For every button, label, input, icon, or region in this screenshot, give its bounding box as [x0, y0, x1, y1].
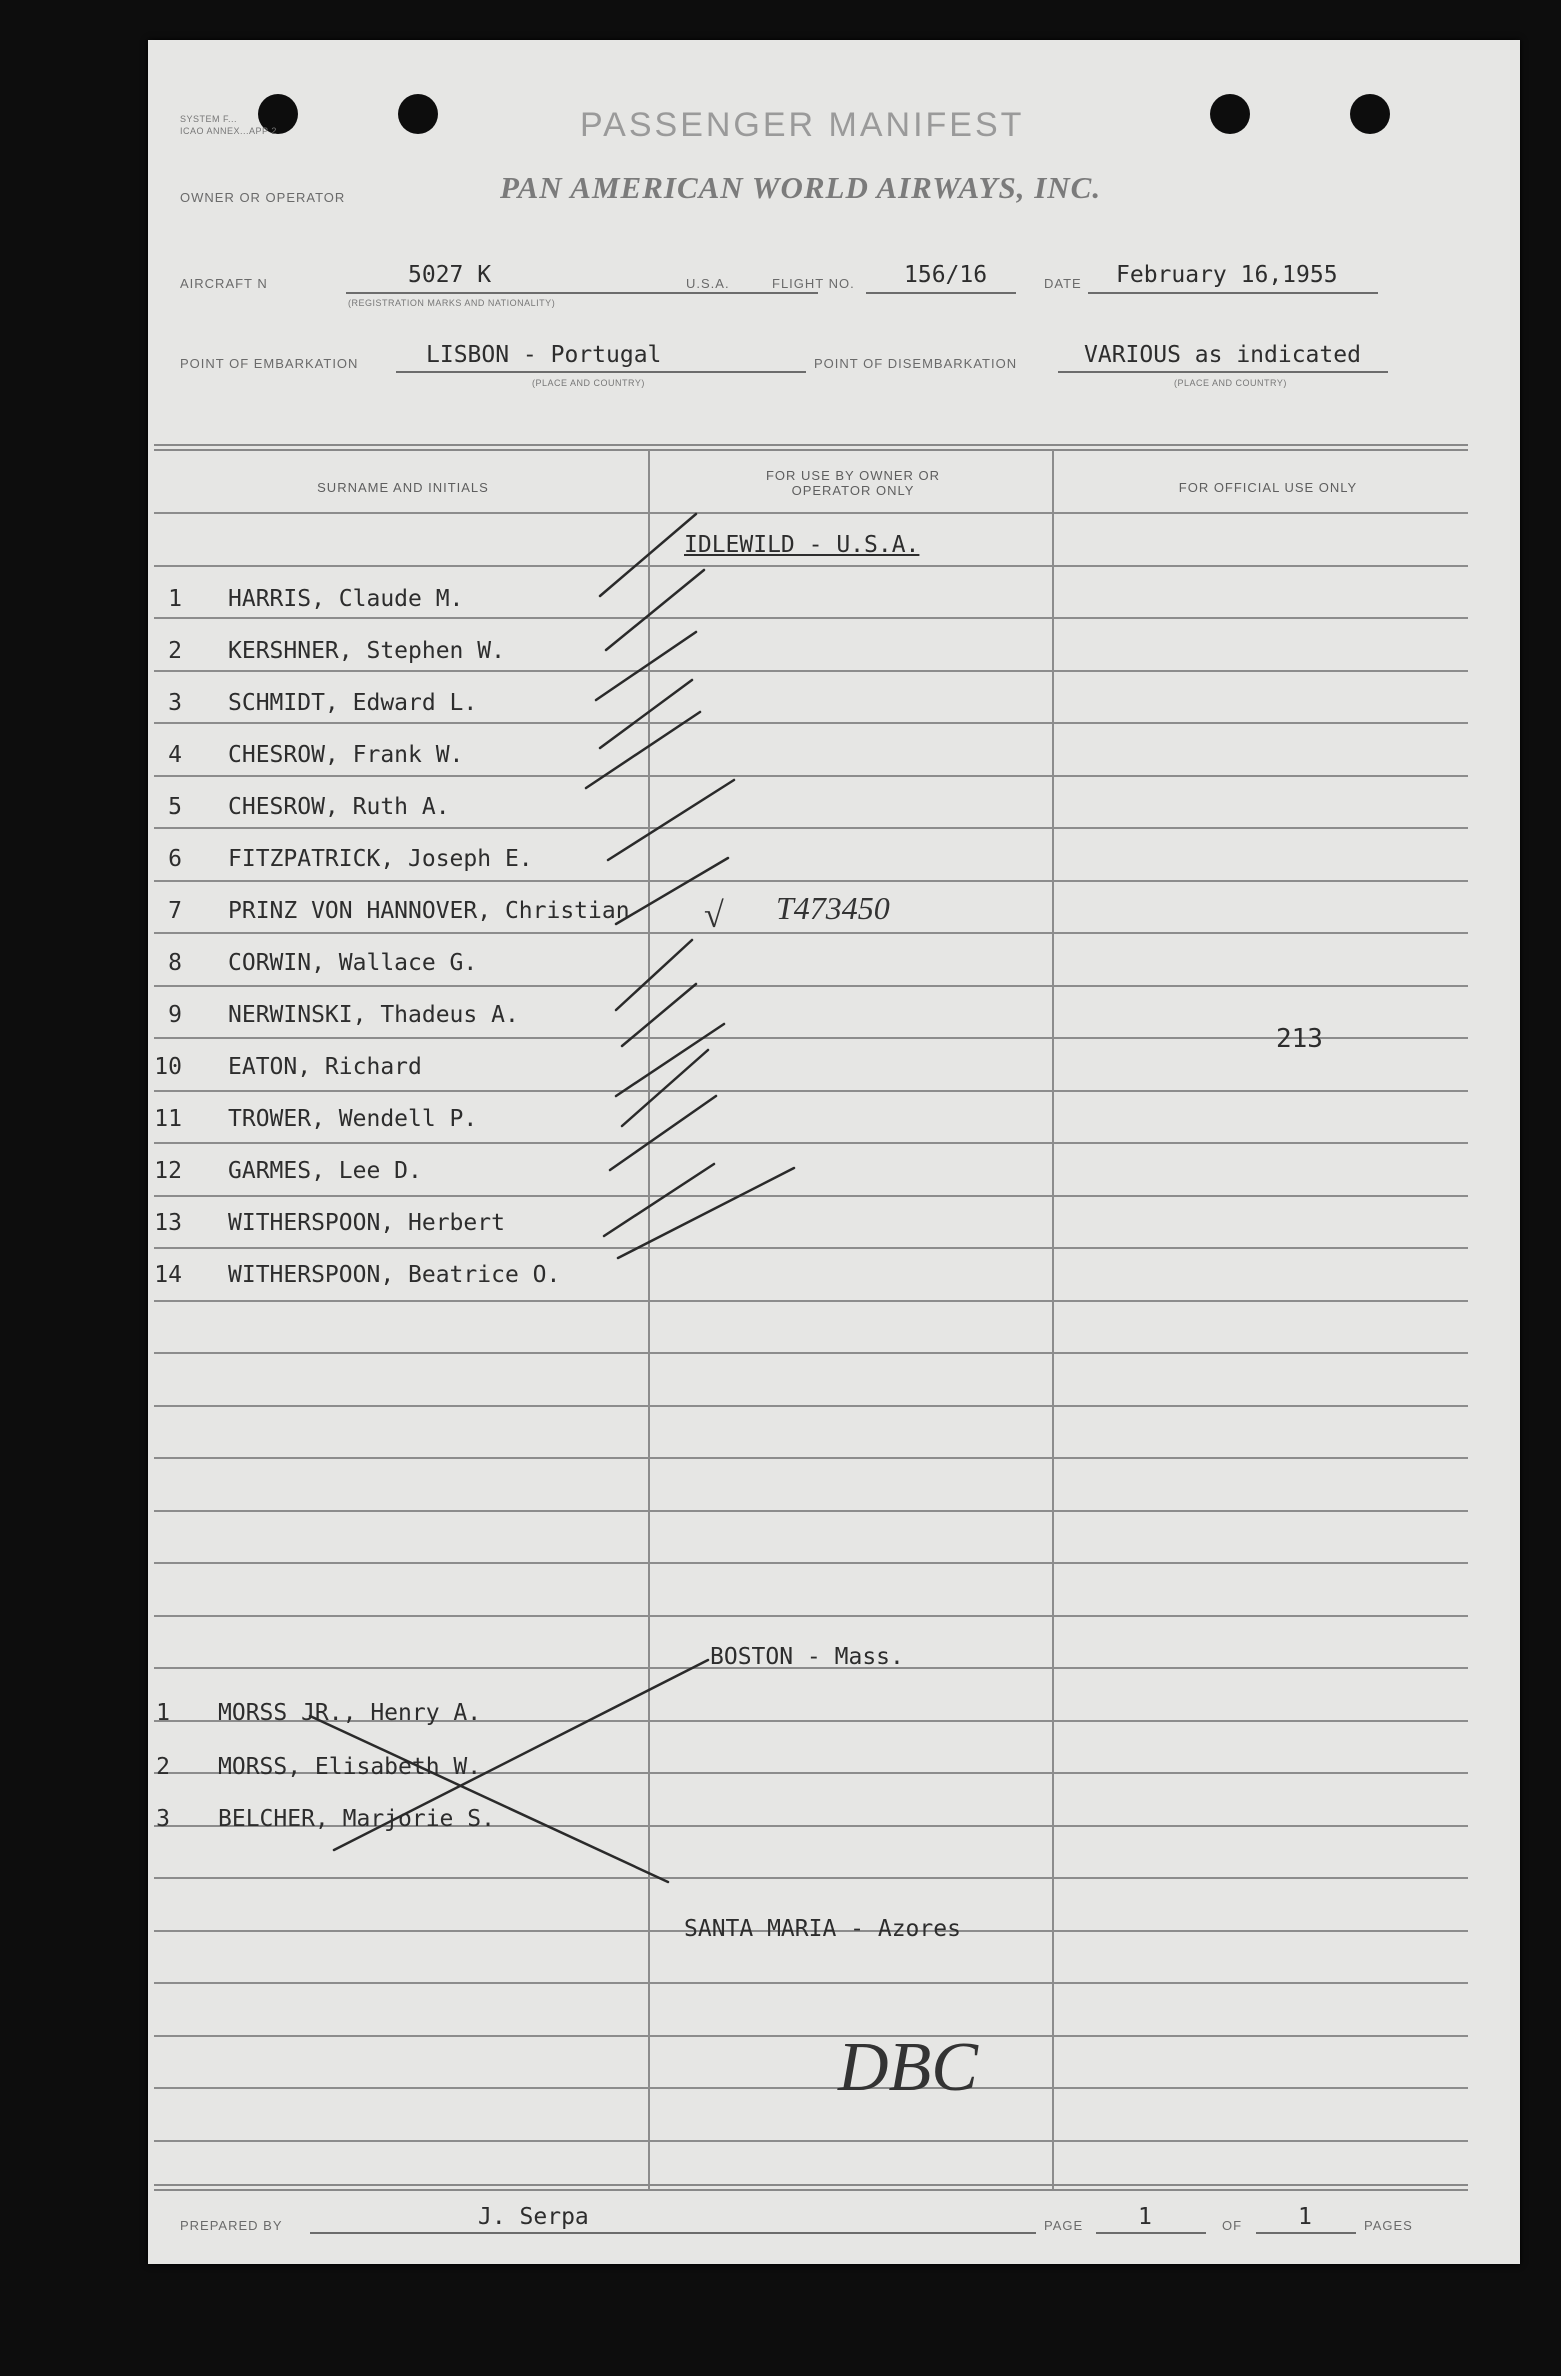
passenger-name: HARRIS, Claude M.	[228, 586, 464, 612]
passenger-name: MORSS, Elisabeth W.	[218, 1754, 482, 1780]
passenger-number: 2	[168, 638, 182, 664]
passenger-name: GARMES, Lee D.	[228, 1158, 422, 1184]
page-underline	[1096, 2232, 1206, 2234]
embark-label: POINT OF EMBARKATION	[180, 356, 359, 371]
passenger-name: PRINZ VON HANNOVER, Christian	[228, 898, 630, 924]
aircraft-value: 5027 K	[408, 262, 492, 288]
passenger-number: 1	[168, 586, 182, 612]
passenger-number: 6	[168, 846, 182, 872]
column-header-owner-use: FOR USE BY OWNER OR OPERATOR ONLY	[765, 468, 941, 498]
embark-value: LISBON - Portugal	[426, 342, 662, 368]
manifest-title: PASSENGER MANIFEST	[580, 106, 1025, 144]
disembark-value: VARIOUS as indicated	[1084, 342, 1361, 368]
passenger-number: 12	[154, 1158, 182, 1184]
embark-caption: (PLACE AND COUNTRY)	[532, 378, 645, 388]
prepared-value: J. Serpa	[478, 2204, 589, 2230]
disembark-label: POINT OF DISEMBARKATION	[814, 356, 1018, 371]
passenger-name: BELCHER, Marjorie S.	[218, 1806, 495, 1832]
passenger-number: 3	[168, 690, 182, 716]
destination-idlewild: IDLEWILD - U.S.A.	[684, 532, 920, 558]
passport-check-mark: √	[704, 895, 724, 935]
passport-note: T473450	[776, 890, 890, 926]
official-number: 213	[1276, 1024, 1323, 1054]
passenger-number: 1	[156, 1700, 170, 1726]
initials-signature: DBC	[838, 2029, 978, 2106]
destination-boston: BOSTON - Mass.	[710, 1644, 904, 1670]
owner-label: OWNER OR OPERATOR	[180, 190, 346, 205]
passenger-number: 5	[168, 794, 182, 820]
prepared-underline	[310, 2232, 1036, 2234]
handwritten-marks	[148, 40, 1520, 2264]
of-label: OF	[1222, 2218, 1243, 2233]
passenger-name: CHESROW, Ruth A.	[228, 794, 450, 820]
passenger-number: 8	[168, 950, 182, 976]
form-id-line: SYSTEM F...	[180, 114, 238, 124]
nationality: U.S.A.	[686, 276, 730, 291]
column-header-official-use: FOR OFFICIAL USE ONLY	[1178, 480, 1358, 495]
flight-value: 156/16	[904, 262, 988, 288]
passenger-number: 11	[154, 1106, 182, 1132]
passenger-number: 13	[154, 1210, 182, 1236]
passenger-number: 9	[168, 1002, 182, 1028]
destination-santa-maria: SANTA MARIA - Azores	[684, 1916, 961, 1942]
column-header-surname: SURNAME AND INITIALS	[317, 480, 489, 495]
passenger-name: KERSHNER, Stephen W.	[228, 638, 505, 664]
passenger-name: TROWER, Wendell P.	[228, 1106, 478, 1132]
passenger-number: 7	[168, 898, 182, 924]
disembark-caption: (PLACE AND COUNTRY)	[1174, 378, 1287, 388]
page-value: 1	[1138, 2204, 1152, 2230]
passenger-name: CHESROW, Frank W.	[228, 742, 464, 768]
passenger-number: 2	[156, 1754, 170, 1780]
passenger-name: WITHERSPOON, Herbert	[228, 1210, 505, 1236]
of-value: 1	[1298, 2204, 1312, 2230]
aircraft-label: AIRCRAFT N	[180, 276, 268, 291]
passenger-number: 10	[154, 1054, 182, 1080]
passenger-number: 14	[154, 1262, 182, 1288]
date-value: February 16,1955	[1116, 262, 1338, 288]
registration-caption: (REGISTRATION MARKS AND NATIONALITY)	[348, 298, 556, 308]
prepared-label: PREPARED BY	[180, 2218, 283, 2233]
passenger-name: EATON, Richard	[228, 1054, 422, 1080]
pages-label: PAGES	[1364, 2218, 1413, 2233]
page-label: PAGE	[1044, 2218, 1084, 2233]
table-bottom-rule	[154, 2184, 1468, 2191]
flight-label: FLIGHT NO.	[772, 276, 855, 291]
form-id-line: ICAO ANNEX...APP 2	[180, 126, 277, 136]
company-name: PAN AMERICAN WORLD AIRWAYS, INC.	[500, 170, 1102, 205]
passenger-name: FITZPATRICK, Joseph E.	[228, 846, 533, 872]
passenger-name: MORSS JR., Henry A.	[218, 1700, 482, 1726]
passenger-number: 3	[156, 1806, 170, 1832]
of-underline	[1256, 2232, 1356, 2234]
passenger-name: CORWIN, Wallace G.	[228, 950, 478, 976]
manifest-sheet	[148, 40, 1520, 2264]
passenger-number: 4	[168, 742, 182, 768]
date-label: DATE	[1044, 276, 1082, 291]
passenger-name: WITHERSPOON, Beatrice O.	[228, 1262, 561, 1288]
passenger-name: SCHMIDT, Edward L.	[228, 690, 478, 716]
passenger-name: NERWINSKI, Thadeus A.	[228, 1002, 519, 1028]
